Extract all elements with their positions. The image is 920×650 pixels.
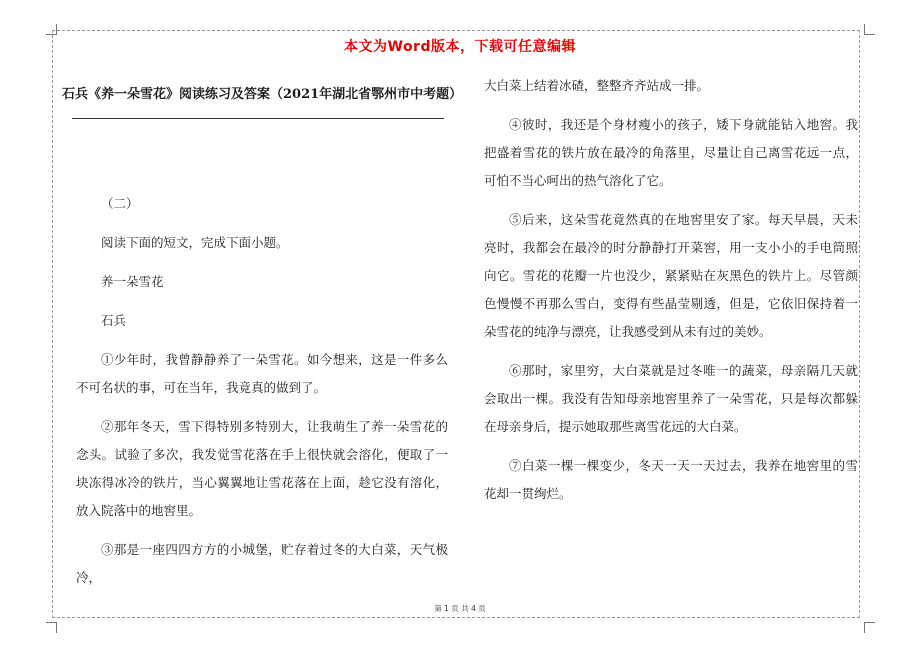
paragraph: ①少年时，我曾静静养了一朵雪花。如今想来，这是一件多么不可名状的事，可在当年，我竟真的做到了。 xyxy=(76,352,448,395)
page-number: 第 1 页 共 4 页 xyxy=(434,604,486,613)
paragraph: ⑤后来，这朵雪花竟然真的在地窖里安了家。每天早晨，天未亮时，我都会在最冷的时分静静打开菜窖，用一支小小的手电筒照向它。雪花的花瓣一片也没少，紧紧贴在灰黑色的铁片上。尽管颜色慢慢不再那么雪白，变得有些晶莹剔透，但是，它依旧保持着一朵雪花的纯净与漂亮，让我感受到从未有过的美妙。 xyxy=(484,212,858,339)
paragraph: ⑦白菜一棵一棵变少，冬天一天一天过去，我养在地窖里的雪花却一贯绚烂。 xyxy=(484,458,858,501)
crop-mark xyxy=(864,622,875,633)
paragraph-continuation: 大白菜上结着冰碴，整整齐齐站成一排。 xyxy=(484,78,710,93)
left-column xyxy=(76,190,448,603)
crop-mark xyxy=(46,622,57,633)
paragraph: ④彼时，我还是个身材瘦小的孩子，矮下身就能钻入地窖。我把盛着雪花的铁片放在最冷的角落里，尽量让自己离雪花远一点，可怕不当心呵出的热气溶化了它。 xyxy=(484,117,858,188)
right-column xyxy=(484,72,858,519)
instruction: 阅读下面的短文，完成下面小题。 xyxy=(101,235,289,250)
paragraph: ②那年冬天，雪下得特别多特别大，让我萌生了养一朵雪花的念头。试验了多次，我发觉雪花落在手上很快就会溶化，便取了一块冻得冰冷的铁片，当心翼翼地让雪花落在上面，趁它没有溶化，放入院落中的地窖里。 xyxy=(76,419,448,518)
document-title: 石兵《养一朵雪花》阅读练习及答案（2021年湖北省鄂州市中考题） xyxy=(62,87,463,102)
paragraph: ③那是一座四四方方的小城堡，贮存着过冬的大白菜，天气极冷， xyxy=(76,542,448,585)
crop-mark xyxy=(864,24,875,35)
paragraph: ⑥那时，家里穷，大白菜就是过冬唯一的蔬菜，母亲隔几天就会取出一棵。我没有告知母亲地窖里养了一朵雪花，只是每次都躲在母亲身后，提示她取那些离雪花远的大白菜。 xyxy=(484,363,858,434)
essay-author: 石兵 xyxy=(101,313,127,328)
crop-mark xyxy=(46,24,57,35)
title-underline xyxy=(72,118,444,119)
essay-title: 养一朵雪花 xyxy=(101,274,164,289)
download-banner: 本文为Word版本，下载可任意编辑 xyxy=(344,39,576,55)
section-number: （二） xyxy=(101,196,139,211)
